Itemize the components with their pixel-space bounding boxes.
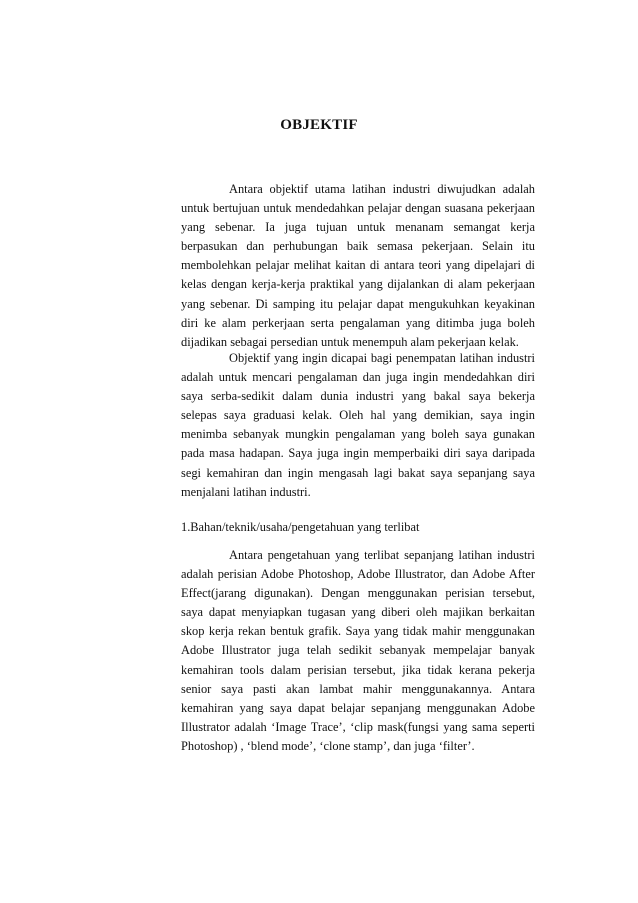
objective-paragraph-2 — [181, 349, 535, 502]
objective-paragraph-1 — [181, 180, 535, 352]
section-paragraph — [181, 546, 535, 756]
paragraph-text: Antara pengetahuan yang terlibat sepanjang latihan industri adalah perisian Adobe Photoshop, Adobe Illustrator, dan Adobe After Effect(jarang digunakan). Dengan menggunakan perisian tersebut, saya dapat menyiapkan tugasan yang diberi oleh majikan berkaitan skop kerja rekan bentuk grafik. Saya yang tidak mahir menggunakan Adobe Illustrator juga telah sedikit sebanyak mempelajar banyak kemahiran tools dalam perisian tersebut, jika tidak kerana pekerja senior saya pasti akan lambat mahir menggunakannya. Antara kemahiran yang saya dapat belajar sepanjang menggunakan Adobe Illustrator adalah ‘Image Trace’, ‘clip mask(fungsi yang sama seperti Photoshop) , ‘blend mode’, ‘clone stamp’, dan juga ‘filter’. — [181, 548, 535, 753]
page-title: OBJEKTIF — [280, 117, 358, 133]
section-heading: 1.Bahan/teknik/usaha/pengetahuan yang terlibat — [181, 520, 420, 534]
paragraph-text: Objektif yang ingin dicapai bagi penempatan latihan industri adalah untuk mencari pengalaman dan juga ingin mendedahkan diri saya serba-sedikit dalam dunia industri yang bakal saya bekerja selepas saya graduasi kelak. Oleh hal yang demikian, saya ingin menimba sebanyak mungkin pengalaman yang boleh saya gunakan pada masa hadapan. Saya juga ingin memperbaiki diri saya daripada segi kemahiran dan ingin mengasah lagi bakat saya sepanjang saya menjalani latihan industri. — [181, 351, 535, 499]
paragraph-text: Antara objektif utama latihan industri diwujudkan adalah untuk bertujuan untuk mendedahkan pelajar dengan suasana pekerjaan yang sebenar. Ia juga tujuan untuk menanam semangat kerja berpasukan dan perhubungan baik semasa pekerjaan. Selain itu membolehkan pelajar melihat kaitan di antara teori yang dipelajari di kelas dengan kerja-kerja praktikal yang dijalankan di alam pekerjaan yang sebenar. Di samping itu pelajar dapat mengukuhkan keyakinan diri ke alam perkerjaan serta pengalaman yang ditimba juga boleh dijadikan sebagai persedian untuk menempuh alam pekerjaan kelak. — [181, 182, 535, 349]
